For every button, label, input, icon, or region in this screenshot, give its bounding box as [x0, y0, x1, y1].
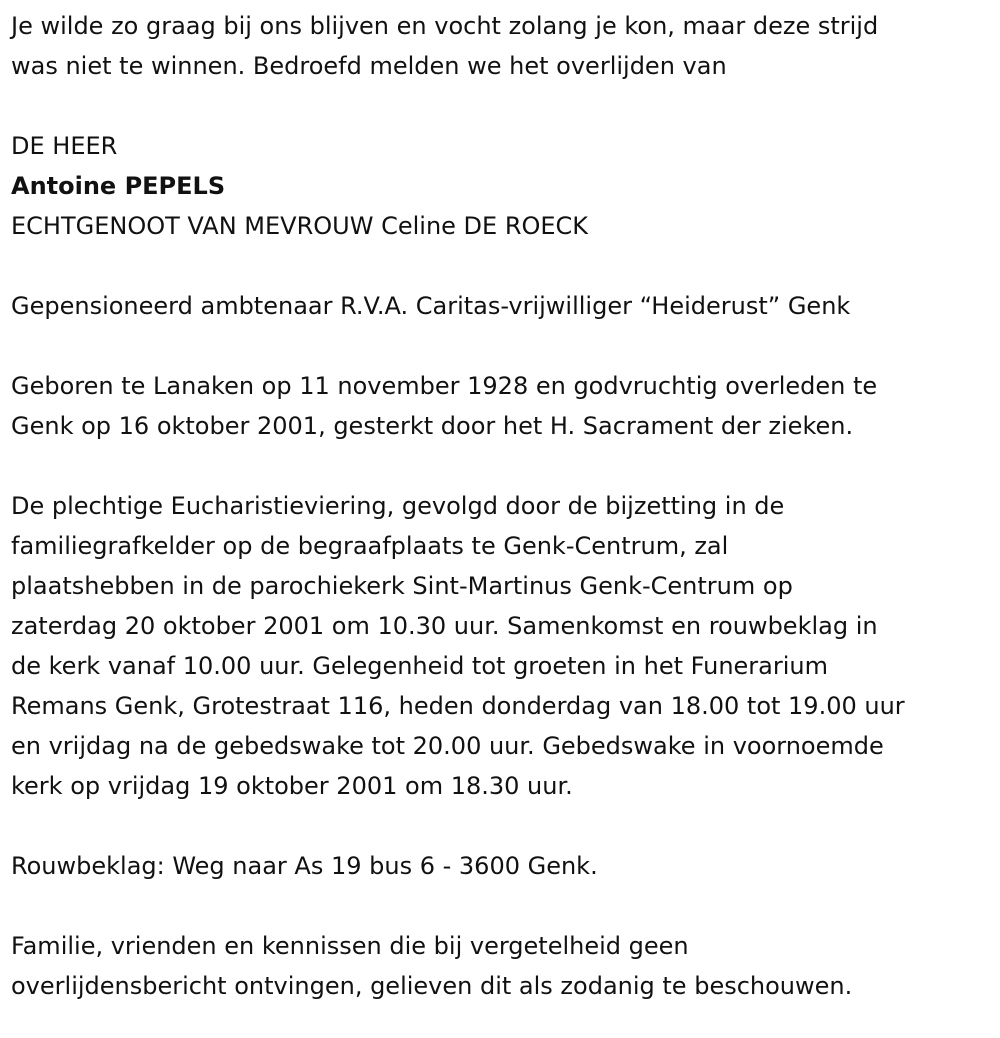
condolence-paragraph — [11, 846, 996, 886]
ceremony-line: Remans Genk, Grotestraat 116, heden donderdag van 18.00 tot 19.00 uur — [11, 692, 905, 720]
closing-paragraph — [11, 926, 996, 1006]
closing-line: Familie, vrienden en kennissen die bij vergetelheid geen — [11, 932, 689, 960]
intro-line: was niet te winnen. Bedroefd melden we het overlijden van — [11, 52, 727, 80]
obituary-document — [11, 6, 996, 1006]
occupation-line: Gepensioneerd ambtenaar R.V.A. Caritas-vrijwilliger “Heiderust” Genk — [11, 292, 851, 320]
deceased-header — [11, 126, 996, 246]
spouse-line: ECHTGENOOT VAN MEVROUW Celine DE ROECK — [11, 212, 589, 240]
ceremony-paragraph — [11, 486, 996, 806]
ceremony-line: familiegrafkelder op de begraafplaats te Genk-Centrum, zal — [11, 532, 729, 560]
closing-line: overlijdensbericht ontvingen, gelieven dit als zodanig te beschouwen. — [11, 972, 853, 1000]
ceremony-line: zaterdag 20 oktober 2001 om 10.30 uur. Samenkomst en rouwbeklag in — [11, 612, 878, 640]
intro-paragraph — [11, 6, 996, 86]
ceremony-line: De plechtige Eucharistieviering, gevolgd door de bijzetting in de — [11, 492, 785, 520]
intro-line: Je wilde zo graag bij ons blijven en vocht zolang je kon, maar deze strijd — [11, 12, 879, 40]
honorific: DE HEER — [11, 132, 118, 160]
deceased-name: Antoine PEPELS — [11, 172, 226, 200]
ceremony-line: en vrijdag na de gebedswake tot 20.00 uur. Gebedswake in voornoemde — [11, 732, 884, 760]
occupation-paragraph — [11, 286, 996, 326]
birth-death-line: Geboren te Lanaken op 11 november 1928 en godvruchtig overleden te — [11, 372, 878, 400]
condolence-address: Rouwbeklag: Weg naar As 19 bus 6 - 3600 Genk. — [11, 852, 598, 880]
ceremony-line: plaatshebben in de parochiekerk Sint-Martinus Genk-Centrum op — [11, 572, 793, 600]
birth-death-paragraph — [11, 366, 996, 446]
ceremony-line: de kerk vanaf 10.00 uur. Gelegenheid tot groeten in het Funerarium — [11, 652, 829, 680]
birth-death-line: Genk op 16 oktober 2001, gesterkt door het H. Sacrament der zieken. — [11, 412, 854, 440]
ceremony-line: kerk op vrijdag 19 oktober 2001 om 18.30 uur. — [11, 772, 573, 800]
